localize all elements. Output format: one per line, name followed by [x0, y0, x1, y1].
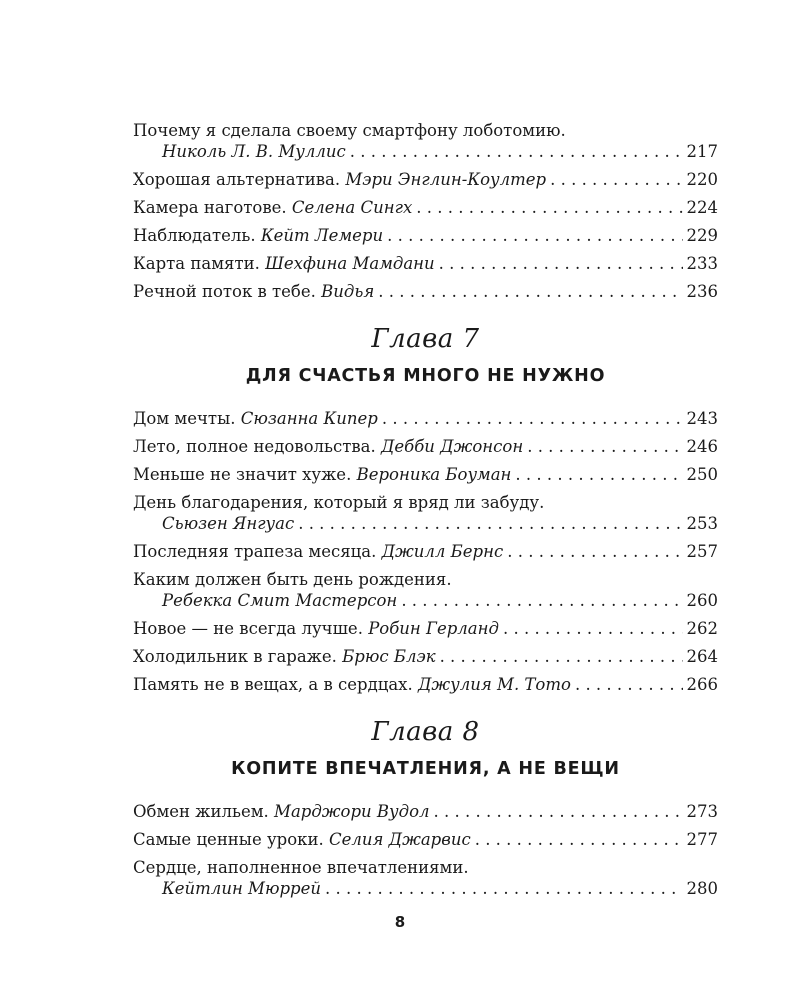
toc-entry-line	[133, 513, 718, 534]
entry-title: Обмен жильем.	[133, 802, 269, 821]
entry-page-number: 277	[686, 830, 718, 849]
entry-page-number: 273	[686, 802, 718, 821]
chapter-heading-7	[133, 324, 718, 388]
chapter-title: ДЛЯ СЧАСТЬЯ МНОГО НЕ НУЖНО	[245, 366, 606, 386]
entry-text	[133, 646, 436, 667]
page-number: 8	[394, 913, 406, 931]
toc-entry-line	[133, 646, 718, 667]
toc-entry-line	[133, 492, 718, 513]
entry-author: Джулия М. Тото	[418, 675, 571, 694]
toc-entry-line	[133, 674, 718, 695]
entry-title: Почему я сделала своему смартфону лоботомию.	[133, 121, 566, 140]
entry-author: Селена Сингх	[291, 198, 413, 217]
entry-page-number: 236	[686, 282, 718, 301]
toc-entry-line	[133, 197, 718, 218]
toc-entry	[133, 225, 718, 246]
entry-text	[133, 408, 378, 429]
entry-author: Видья	[321, 282, 375, 301]
entry-text	[133, 829, 471, 850]
dot-leader	[325, 878, 683, 899]
toc-entry	[133, 197, 718, 218]
dot-leader	[350, 141, 683, 162]
toc-entry-line	[133, 829, 718, 850]
dot-leader	[515, 464, 682, 485]
entry-text	[133, 253, 435, 274]
toc-entry	[133, 674, 718, 695]
toc-entry-line	[133, 141, 718, 162]
toc-entry	[133, 120, 718, 162]
toc-entry-line	[133, 281, 718, 302]
toc-section-chapter-7	[133, 408, 718, 695]
entry-page-number: 243	[686, 409, 718, 428]
entry-author: Марджори Вудол	[274, 802, 430, 821]
dot-leader	[298, 513, 682, 534]
toc-entry-line	[133, 253, 718, 274]
entry-text	[133, 618, 499, 639]
toc-entry-line	[133, 408, 718, 429]
entry-page-number: 250	[686, 465, 718, 484]
toc-entry	[133, 169, 718, 190]
entry-author: Джилл Бернс	[381, 542, 504, 561]
entry-title: Хорошая альтернатива.	[133, 170, 341, 189]
toc-entry-line	[133, 878, 718, 899]
dot-leader	[401, 590, 682, 611]
toc-entry	[133, 253, 718, 274]
chapter-label: Глава 7	[371, 324, 480, 354]
entry-author: Брюс Блэк	[342, 647, 436, 666]
toc-entry	[133, 857, 718, 899]
entry-title: Новое — не всегда лучше.	[133, 619, 363, 638]
entry-text	[133, 436, 523, 457]
toc-entry	[133, 464, 718, 485]
chapter-label: Глава 8	[371, 717, 480, 747]
dot-leader	[416, 197, 682, 218]
entry-author: Сюзанна Кипер	[240, 409, 378, 428]
entry-page-number: 264	[686, 647, 718, 666]
entry-text	[133, 169, 546, 190]
chapter-heading-8	[133, 717, 718, 781]
entry-page-number: 224	[686, 198, 718, 217]
entry-page-number: 246	[686, 437, 718, 456]
entry-title: Лето, полное недовольства.	[133, 437, 376, 456]
entry-author: Николь Л. В. Муллис	[162, 142, 346, 161]
entry-text	[133, 801, 430, 822]
entry-author: Сьюзен Янгуас	[162, 514, 295, 533]
toc-entry-line	[133, 590, 718, 611]
toc-entry-line	[133, 541, 718, 562]
toc-entry-line	[133, 618, 718, 639]
chapter-title: КОПИТЕ ВПЕЧАТЛЕНИЯ, А НЕ ВЕЩИ	[231, 759, 620, 779]
entry-title: Каким должен быть день рождения.	[133, 570, 452, 589]
dot-leader	[378, 281, 682, 302]
entry-text	[133, 197, 412, 218]
toc-entry	[133, 408, 718, 429]
entry-title: Холодильник в гараже.	[133, 647, 337, 666]
entry-author: Вероника Боуман	[356, 465, 512, 484]
entry-page-number: 253	[686, 514, 718, 533]
entry-title: День благодарения, который я вряд ли забуду.	[133, 493, 545, 512]
entry-author: Ребекка Смит Мастерсон	[162, 591, 398, 610]
entry-author: Кейт Лемери	[260, 226, 384, 245]
toc-entry	[133, 281, 718, 302]
dot-leader	[440, 646, 683, 667]
entry-title: Последняя трапеза месяца.	[133, 542, 377, 561]
toc-section-top	[133, 120, 718, 302]
entry-title: Камера наготове.	[133, 198, 287, 217]
toc-entry-line	[133, 436, 718, 457]
entry-text	[133, 674, 571, 695]
entry-author: Кейтлин Мюррей	[162, 879, 321, 898]
entry-page-number: 260	[686, 591, 718, 610]
toc-section-chapter-8	[133, 801, 718, 899]
toc-entry	[133, 829, 718, 850]
dot-leader	[503, 618, 683, 639]
dot-leader	[439, 253, 683, 274]
entry-page-number: 257	[686, 542, 718, 561]
entry-author: Робин Герланд	[368, 619, 499, 638]
entry-title: Карта памяти.	[133, 254, 260, 273]
entry-page-number: 233	[686, 254, 718, 273]
dot-leader	[387, 225, 682, 246]
toc-entry	[133, 541, 718, 562]
entry-page-number: 217	[686, 142, 718, 161]
entry-title: Меньше не значит хуже.	[133, 465, 352, 484]
toc-entry	[133, 618, 718, 639]
toc-entry-line	[133, 464, 718, 485]
entry-author: Шехфина Мамдани	[265, 254, 435, 273]
entry-title: Память не в вещах, а в сердцах.	[133, 675, 413, 694]
dot-leader	[550, 169, 682, 190]
entry-text	[133, 464, 511, 485]
entry-page-number: 262	[686, 619, 718, 638]
entry-title: Самые ценные уроки.	[133, 830, 324, 849]
toc-entry	[133, 569, 718, 611]
toc-entry-line	[133, 169, 718, 190]
entry-author: Мэри Энглин-Коултер	[345, 170, 547, 189]
entry-author: Селия Джарвис	[328, 830, 471, 849]
entry-page-number: 220	[686, 170, 718, 189]
entry-text	[133, 281, 374, 302]
table-of-contents	[133, 120, 718, 906]
dot-leader	[475, 829, 683, 850]
dot-leader	[507, 541, 682, 562]
dot-leader	[434, 801, 683, 822]
entry-page-number: 266	[686, 675, 718, 694]
toc-entry-line	[133, 857, 718, 878]
entry-title: Наблюдатель.	[133, 226, 256, 245]
entry-title: Речной поток в тебе.	[133, 282, 316, 301]
toc-entry-line	[133, 225, 718, 246]
entry-title: Сердце, наполненное впечатлениями.	[133, 858, 469, 877]
toc-entry	[133, 646, 718, 667]
toc-entry-line	[133, 801, 718, 822]
dot-leader	[382, 408, 683, 429]
dot-leader	[527, 436, 682, 457]
entry-page-number: 280	[686, 879, 718, 898]
toc-entry	[133, 436, 718, 457]
entry-page-number: 229	[686, 226, 718, 245]
toc-entry-line	[133, 569, 718, 590]
toc-entry	[133, 492, 718, 534]
dot-leader	[575, 674, 683, 695]
entry-author: Дебби Джонсон	[380, 437, 524, 456]
entry-title: Дом мечты.	[133, 409, 236, 428]
entry-text	[133, 541, 503, 562]
entry-text	[133, 225, 383, 246]
toc-entry-line	[133, 120, 718, 141]
toc-entry	[133, 801, 718, 822]
